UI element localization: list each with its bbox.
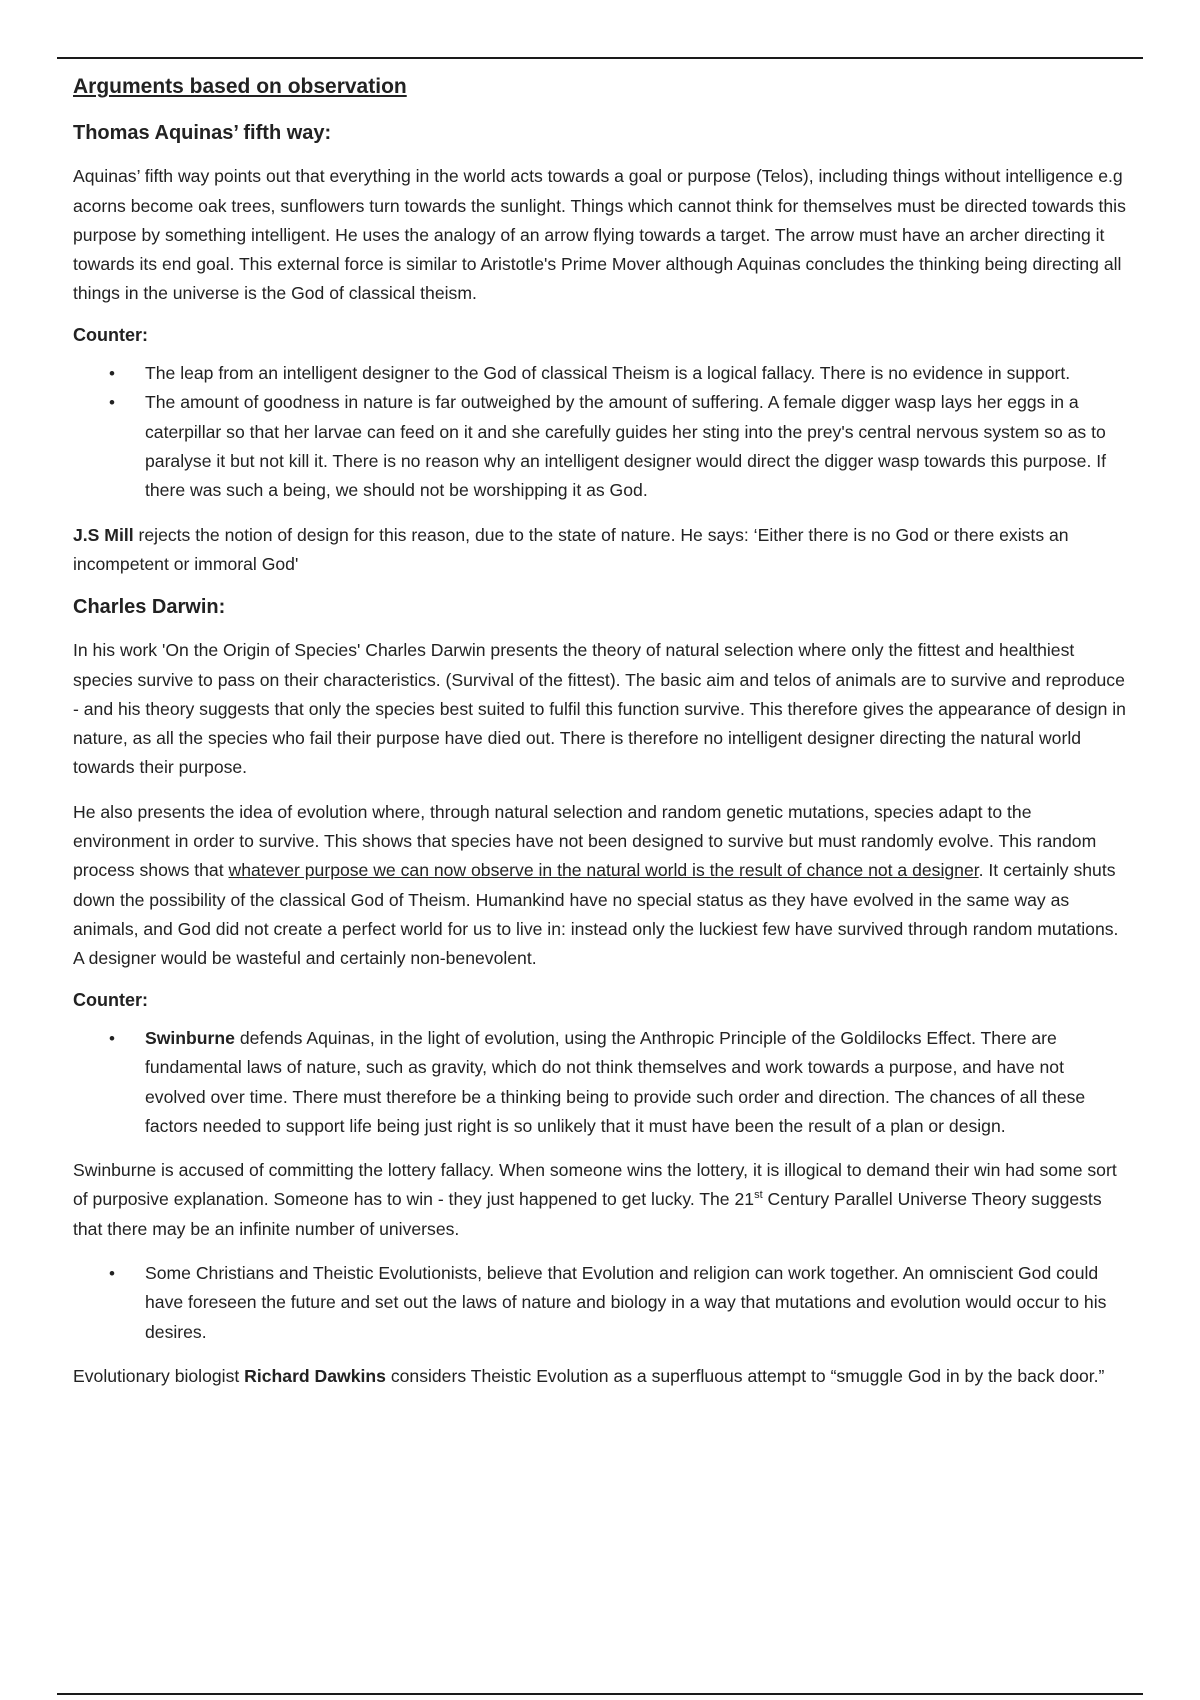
bottom-rule xyxy=(57,1693,1143,1695)
list-item xyxy=(73,388,1128,505)
aquinas-paragraph: Aquinas’ fifth way points out that everything in the world acts towards a goal or purpose (Telos), including things without intelligence e.g acorns become oak trees, sunflowers turn towards the sunlight. Things which cannot think for themselves must be directed towards this purpose by something intelligent. He uses the analogy of an arrow flying towards a target. The arrow must have an archer directing it towards its end goal. This external force is similar to Aristotle's Prime Mover although Aquinas concludes the thinking being directing all things in the universe is the God of classical theism. xyxy=(73,166,1126,304)
darwin-heading: Charles Darwin: xyxy=(73,596,226,619)
swinburne-name: Swinburne xyxy=(145,1027,235,1048)
darwin-p2-underline: whatever purpose we can now observe in the natural world is the result of chance not a designer xyxy=(228,860,979,881)
lottery-start: Swinburne is accused of committing the lottery fallacy. When someone wins the lottery, it is illogical to demand their win had some sort of purposive explanation. Someone has to win - they just happened to get lucky. The 21 xyxy=(73,1160,1117,1210)
lottery-paragraph xyxy=(73,1156,1128,1244)
aquinas-counter-label: Counter: xyxy=(73,324,148,345)
bullet-icon: • xyxy=(109,1263,115,1283)
dawkins-paragraph xyxy=(73,1362,1128,1391)
aquinas-counter-list xyxy=(73,359,1128,505)
bullet-icon: • xyxy=(109,393,115,413)
section-heading: Arguments based on observation xyxy=(73,75,407,98)
christian-point-text: Some Christians and Theistic Evolutionists, believe that Evolution and religion can work together. An omniscient God could have foreseen the future and set out the laws of nature and biology in a way that mutations and evolution would occur to his desires. xyxy=(145,1262,1107,1342)
lottery-superscript: st xyxy=(754,1189,763,1202)
darwin-counter-label: Counter: xyxy=(73,989,148,1010)
lottery-end: Century Parallel Universe Theory suggests that there may be an infinite number of universes. xyxy=(73,1189,1102,1239)
counter-point-text: The leap from an intelligent designer to the God of classical Theism is a logical fallacy. There is no evidence in support. xyxy=(145,363,1071,384)
darwin-p2-start: He also presents the idea of evolution where, through natural selection and random genetic mutations, species adapt to the environment in order to survive. This shows that species have not been designed to survive but must randomly evolve. This random process shows that xyxy=(73,801,1097,881)
document-body xyxy=(73,73,1128,1406)
dawkins-start: Evolutionary biologist xyxy=(73,1365,245,1386)
bullet-icon: • xyxy=(109,1028,115,1048)
mill-text: rejects the notion of design for this reason, due to the state of nature. He says: ‘Either there is no God or there exists an incompetent or immoral God' xyxy=(73,524,1069,574)
darwin-paragraph-2 xyxy=(73,798,1128,974)
top-rule xyxy=(57,57,1143,59)
counter-point-text: The amount of goodness in nature is far outweighed by the amount of suffering. A female digger wasp lays her eggs in a caterpillar so that her larvae can feed on it and she carefully guides her sting into the prey's central nervous system so as to paralyse it but not kill it. There is no reason why an intelligent designer would direct the digger wasp towards this purpose. If there was such a being, we should not be worshipping it as God. xyxy=(145,392,1107,501)
mill-name: J.S Mill xyxy=(73,524,134,545)
dawkins-end: considers Theistic Evolution as a superfluous attempt to “smuggle God in by the back door.” xyxy=(385,1365,1105,1386)
list-item xyxy=(73,1024,1128,1141)
aquinas-heading: Thomas Aquinas’ fifth way: xyxy=(73,122,332,145)
mill-paragraph xyxy=(73,521,1128,580)
darwin-counter-list xyxy=(73,1024,1128,1141)
list-item xyxy=(73,359,1128,388)
darwin-paragraph-1: In his work 'On the Origin of Species' Charles Darwin presents the theory of natural selection where only the fittest and healthiest species survive to pass on their characteristics. (Survival of the fittest). The basic aim and telos of animals are to survive and reproduce - and his theory suggests that only the species best suited to fulfil this function survive. This therefore gives the appearance of design in nature, as all the species who fail their purpose have died out. There is therefore no intelligent designer directing the natural world towards their purpose. xyxy=(73,640,1126,778)
swinburne-text: defends Aquinas, in the light of evolution, using the Anthropic Principle of the Goldilocks Effect. There are fundamental laws of nature, such as gravity, which do not think themselves and work towards a purpose, and have not evolved over time. There must therefore be a thinking being to provide such order and direction. The chances of all these factors needed to support life being just right is so unlikely that it must have been the result of a plan or design. xyxy=(145,1027,1086,1136)
bullet-icon: • xyxy=(109,364,115,384)
list-item xyxy=(73,1259,1128,1347)
darwin-p2-end: . It certainly shuts down the possibility of the classical God of Theism. Humankind have no special status as they have evolved in the same way as animals, and God did not create a perfect world for us to live in: instead only the luckiest few have survived through random mutations. A designer would be wasteful and certainly non-benevolent. xyxy=(73,860,1119,969)
christian-list xyxy=(73,1259,1128,1347)
dawkins-name: Richard Dawkins xyxy=(244,1365,386,1386)
